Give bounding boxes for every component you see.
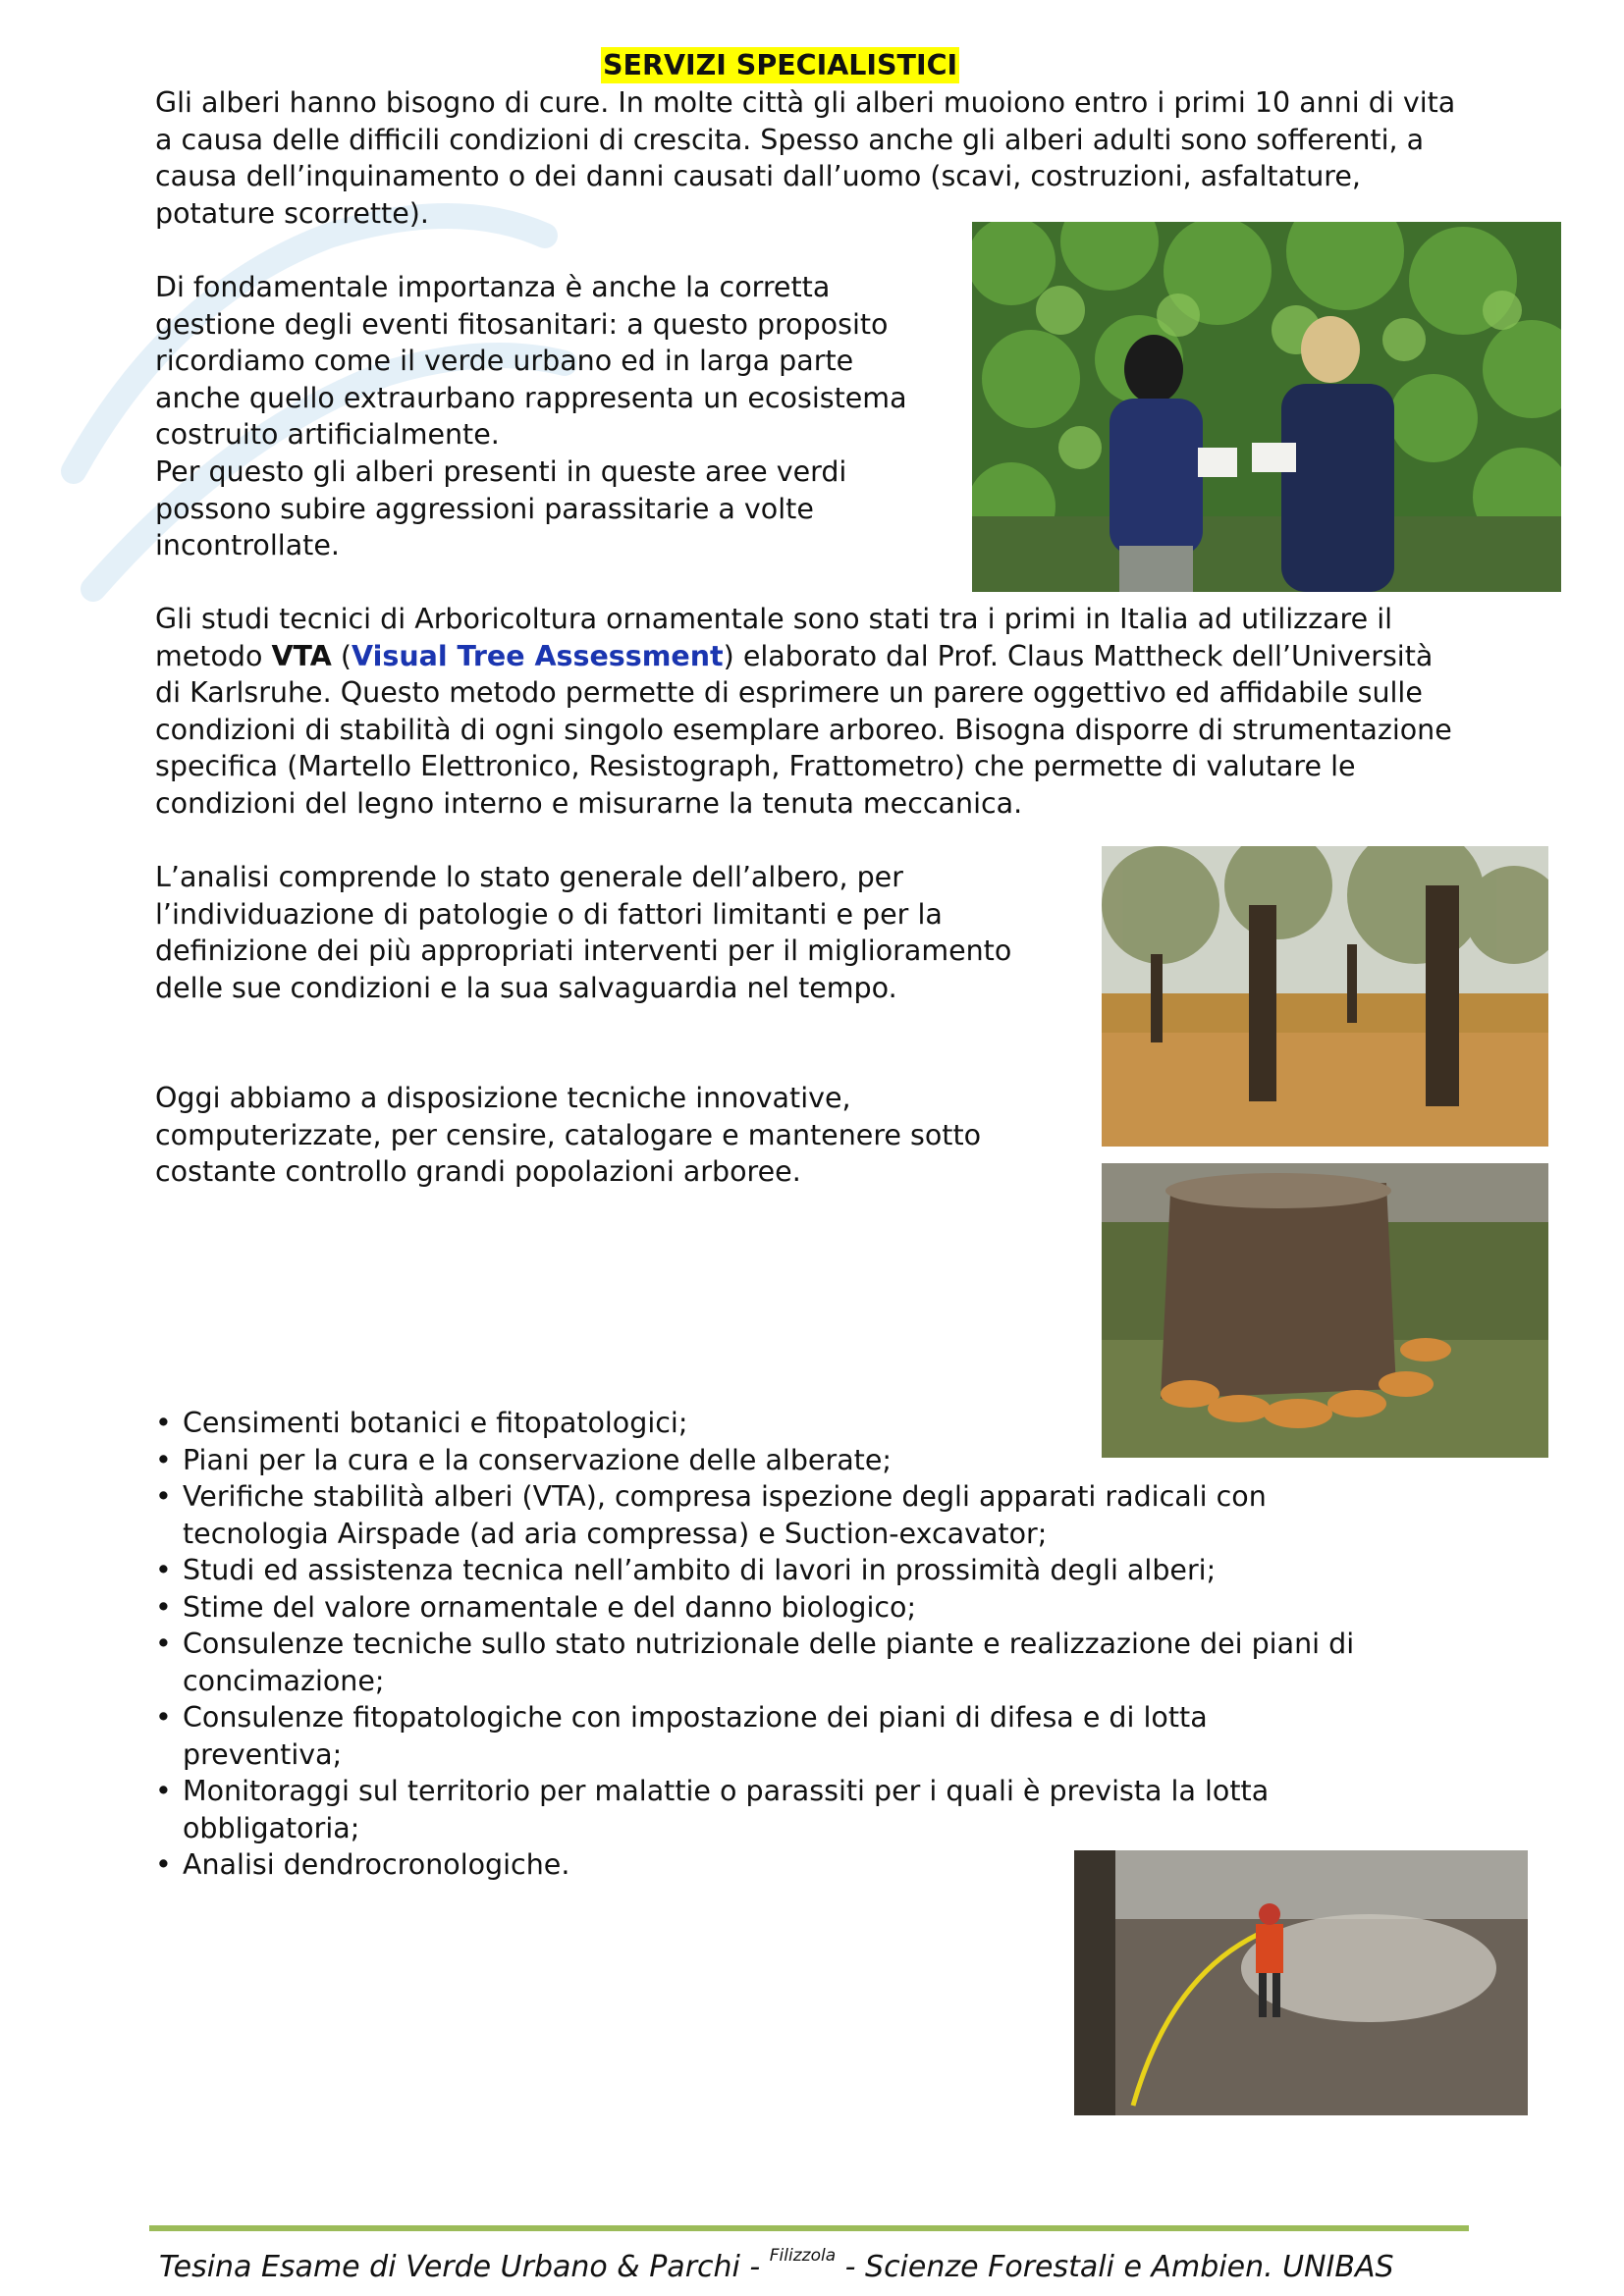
bullet-icon: • <box>155 1590 172 1624</box>
footer-author: Filizzola <box>769 2246 837 2266</box>
vta-paragraph <box>155 601 1466 822</box>
vta-link[interactable]: Visual Tree Assessment <box>352 639 724 672</box>
vta-text-after: ) elaborato dal Prof. Claus Mattheck dell’Università di Karlsruhe. Questo metodo permette di esprimere un parere oggettivo ed affidabile sulle condizioni di stabilità di ogni singolo esemplare arboreo. Bisogna disporre di strumentazione specifica (Martello Elettronico, Resistograph, Frattometro) che permette di valutare le condizioni del legno interno e misurarne la tenuta meccanica. <box>155 639 1452 820</box>
parasites-paragraph: Per questo gli alberi presenti in queste aree verdi possono subire aggressioni parassitarie a volte incontrollate. <box>155 455 847 561</box>
list-item: • Analisi dendrocronologiche. <box>155 1846 1530 1884</box>
page-title: SERVIZI SPECIALISTICI <box>603 49 958 81</box>
footer-course: Tesina Esame di Verde Urbano & Parchi - <box>159 2250 770 2284</box>
services-list <box>155 1405 1530 1884</box>
phytosanitary-paragraph: Di fondamentale importanza è anche la corretta gestione degli eventi fitosanitari: a questo proposito ricordiamo come il verde urbano ed in larga parte anche quello extraurbano rappresenta un ecosistema costruito artificialmente. <box>155 271 907 451</box>
list-item: • Studi ed assistenza tecnica nell’ambito di lavori in prossimità degli alberi; <box>155 1552 1530 1589</box>
list-item: • Censimenti botanici e fitopatologici; <box>155 1405 1530 1442</box>
list-item: • Piani per la cura e la conservazione delle alberate; <box>155 1442 1530 1479</box>
photo-autumn-park <box>1102 846 1548 1147</box>
list-item: • Consulenze tecniche sullo stato nutrizionale delle piante e realizzazione dei piani di concimazione; <box>155 1628 1355 1697</box>
intro-paragraph: Gli alberi hanno bisogno di cure. In molte città gli alberi muoiono entro i primi 10 anni di vita a causa delle difficili condizioni di crescita. Spesso anche gli alberi adulti sono sofferenti, a causa dell’inquinamento o dei danni causati dall’uomo (scavi, costruzioni, asfaltature, potature scorrette). <box>155 86 1456 230</box>
photo-airspade-worker <box>1074 1850 1528 2115</box>
list-item: • Consulenze fitopatologiche con impostazione dei piani di difesa e di lotta preventiva; <box>155 1701 1208 1771</box>
bullet-icon: • <box>155 1775 172 1807</box>
photo-tree-inspection <box>972 222 1561 592</box>
bullet-icon: • <box>155 1628 172 1660</box>
footer-rule <box>149 2225 1469 2231</box>
list-item: • Stime del valore ornamentale e del danno biologico; <box>155 1589 1530 1627</box>
footer-faculty: - Scienze Forestali e Ambien. UNIBAS <box>836 2250 1394 2284</box>
list-item: • Monitoraggi sul territorio per malattie o parassiti per i quali è prevista la lotta obbligatoria; <box>155 1775 1270 1844</box>
vta-text-before: Gli studi tecnici di Arboricoltura ornamentale sono stati tra i primi in Italia ad utilizzare il metodo <box>155 603 1393 672</box>
bullet-icon: • <box>155 1407 172 1439</box>
analysis-paragraph: L’analisi comprende lo stato generale dell’albero, per l’individuazione di patologie o di fattori limitanti e per la definizione dei più appropriati interventi per il miglioramento delle sue condizioni e la sua salvaguardia nel tempo. <box>155 861 1012 1004</box>
vta-acronym: VTA <box>271 639 332 672</box>
bullet-icon: • <box>155 1554 172 1586</box>
techniques-paragraph: Oggi abbiamo a disposizione tecniche innovative, computerizzate, per censire, catalogare e mantenere sotto costante controllo grandi popolazioni arboree. <box>155 1082 982 1188</box>
bullet-icon: • <box>155 1701 172 1734</box>
bullet-icon: • <box>155 1443 172 1476</box>
bullet-icon: • <box>155 1480 172 1513</box>
page-footer <box>159 2236 1534 2287</box>
vta-open-paren: ( <box>331 639 352 672</box>
list-item: • Verifiche stabilità alberi (VTA), compresa ispezione degli apparati radicali con tecnologia Airspade (ad aria compressa) e Suction-excavator; <box>155 1480 1267 1550</box>
bullet-icon: • <box>155 1848 172 1881</box>
